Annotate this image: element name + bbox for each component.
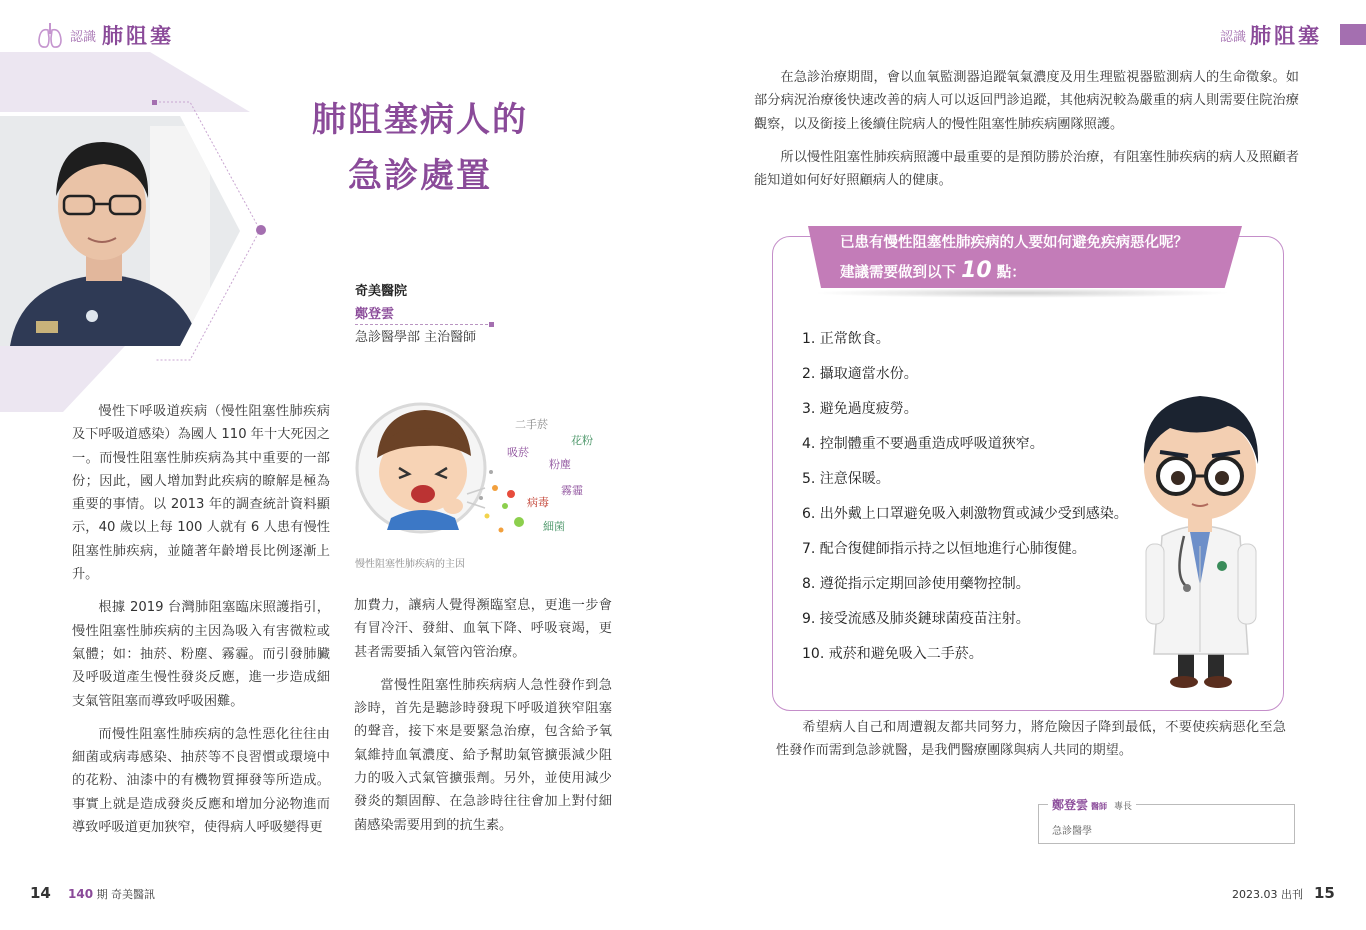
author-divider	[355, 324, 493, 325]
paragraph: 加費力，讓病人覺得瀕臨窒息，更進一步會有冒冷汗、發紺、血氧下降、呼吸衰竭，更甚者需要插入氣管內管治療。	[354, 598, 612, 660]
tip-item: 9. 接受流感及肺炎鏈球菌疫苗注射。	[802, 611, 1030, 627]
tips-count: 10	[961, 258, 992, 283]
article-title	[290, 92, 550, 204]
tips-banner-text	[840, 230, 1188, 287]
cartoon-doctor-illustration	[1130, 386, 1270, 691]
author-name: 鄭登雲	[355, 307, 395, 322]
paragraph: 當慢性阻塞性肺疾病病人急性發作到急診時，首先是聽診時發現下呼吸道狹窄阻塞的聲音，接下來是要緊急治療，包含給予氧氣維持血氧濃度、給予幫助氣管擴張減少阻力的吸入式氣管擴張劑。另外，並使用減少發炎的類固醇、在急診時往往會加上對付細菌感染需要用到的抗生素。	[354, 677, 612, 833]
title-line-2: 急診處置	[348, 156, 492, 196]
section-header-left	[36, 20, 174, 50]
label-secondhand-smoke: 二手菸	[515, 418, 548, 431]
issue-info	[68, 886, 155, 902]
issue-number: 140	[68, 887, 94, 901]
specialty-doctor-name: 鄭登雲	[1052, 798, 1089, 812]
header-title: 肺阻塞	[1250, 23, 1323, 48]
tips-question: 已患有慢性阻塞性肺疾病的人要如何避免疾病惡化呢？	[840, 235, 1188, 251]
header-tag: 認識	[70, 29, 97, 45]
publish-date: 2023.03 出刊	[1232, 888, 1303, 901]
author-block	[355, 280, 495, 349]
specialty-value: 急診醫學	[1052, 826, 1092, 837]
issue-text: 期 奇美醫訊	[96, 888, 156, 901]
tip-item: 4. 控制體重不要過重造成呼吸道狹窄。	[802, 436, 1044, 452]
lungs-icon	[36, 20, 64, 50]
tips-list	[802, 322, 1142, 672]
author-hospital: 奇美醫院	[355, 284, 408, 299]
right-page-intro	[754, 66, 1299, 202]
paragraph: 所以慢性阻塞性肺疾病照護中最重要的是預防勝於治療，有阻塞性肺疾病的病人及照顧者能知道如何好好照顧病人的健康。	[754, 149, 1299, 189]
paragraph: 根據 2019 台灣肺阻塞臨床照護指引，慢性阻塞性肺疾病的主因為吸入有害微粒或氣體；如：抽菸、粉塵、霧霾。而引發肺臟及呼吸道產生慢性發炎反應，進一步造成細支氣管阻塞而導致呼吸困難。	[72, 600, 330, 709]
tip-item: 2. 攝取適當水份。	[802, 366, 918, 382]
tip-item: 1. 正常飲食。	[802, 331, 890, 347]
page-number-left: 14	[30, 884, 51, 902]
body-column-1	[72, 400, 330, 849]
specialty-label: 專長	[1114, 802, 1133, 812]
closing-paragraph	[776, 716, 1286, 773]
specialty-header	[1048, 796, 1136, 813]
coughing-boy-illustration	[355, 398, 615, 548]
tips-suggest-prefix: 建議需要做到以下	[840, 265, 956, 281]
hexagon-frame	[150, 100, 270, 370]
tip-item: 8. 遵從指示定期回診使用藥物控制。	[802, 576, 1030, 592]
tip-item: 7. 配合復健師指示持之以恒地進行心肺復健。	[802, 541, 1086, 557]
label-dust: 粉塵	[549, 458, 571, 471]
paragraph: 而慢性阻塞性肺疾病的急性惡化往往由細菌或病毒感染、抽菸等不良習慣或環境中的花粉、油漆中的有機物質揮發等所造成。事實上就是造成發炎反應和增加分泌物進而導致呼吸道更加狹窄，使得病人呼吸變得更	[72, 726, 330, 836]
label-bacteria: 細菌	[543, 520, 565, 533]
label-virus: 病毒	[527, 496, 549, 509]
page-number-right: 15	[1314, 884, 1335, 902]
label-smog: 霧霾	[561, 484, 583, 497]
tip-item: 6. 出外戴上口罩避免吸入刺激物質或減少受到感染。	[802, 506, 1128, 522]
author-department: 急診醫學部 主治醫師	[355, 330, 477, 345]
tip-item: 10. 戒菸和避免吸入二手菸。	[802, 646, 983, 662]
tip-item: 3. 避免過度疲勞。	[802, 401, 918, 417]
header-title: 肺阻塞	[102, 23, 175, 48]
tips-suggestion	[840, 257, 1188, 287]
paragraph: 在急診治療期間，會以血氧監測器追蹤氧氣濃度及用生理監視器監測病人的生命徵象。如部分病況治療後快速改善的病人可以返回門診追蹤，其他病況較為嚴重的病人則需要住院治療觀察，以及銜接上後續住院病人的慢性阻塞性肺疾病團隊照護。	[754, 70, 1299, 132]
specialty-doctor-title: 醫師	[1091, 802, 1108, 811]
label-pollen: 花粉	[571, 434, 593, 447]
title-line-1: 肺阻塞病人的	[312, 100, 528, 140]
tip-item: 5. 注意保暖。	[802, 471, 890, 487]
label-smoking: 吸菸	[507, 446, 529, 459]
paragraph: 希望病人自己和周遭親友都共同努力，將危險因子降到最低，不要使疾病惡化至急性發作而需到急診就醫，是我們醫療團隊與病人共同的期望。	[776, 720, 1286, 759]
author-divider-dot	[489, 322, 494, 327]
header-tag: 認識	[1220, 29, 1247, 45]
tips-banner-shadow	[812, 288, 1232, 298]
tips-suggest-suffix: 點：	[996, 265, 1026, 281]
header-color-bar	[1340, 24, 1366, 45]
illustration-caption: 慢性阻塞性肺疾病的主因	[355, 559, 465, 570]
paragraph: 慢性下呼吸道疾病（慢性阻塞性肺疾病及下呼吸道感染）為國人 110 年十大死因之一。而慢性阻塞性肺疾病為其中重要的一部份；因此，國人增加對此疾病的瞭解是極為重要的事情。以 2013 年的調查統計資料顯示，40 歲以上每 100 人就有 6 人患有慢性阻塞性肺疾病，並隨著年齡增長比例逐漸上升。	[72, 404, 330, 583]
section-header-right	[1220, 20, 1322, 50]
body-column-2	[354, 594, 612, 847]
